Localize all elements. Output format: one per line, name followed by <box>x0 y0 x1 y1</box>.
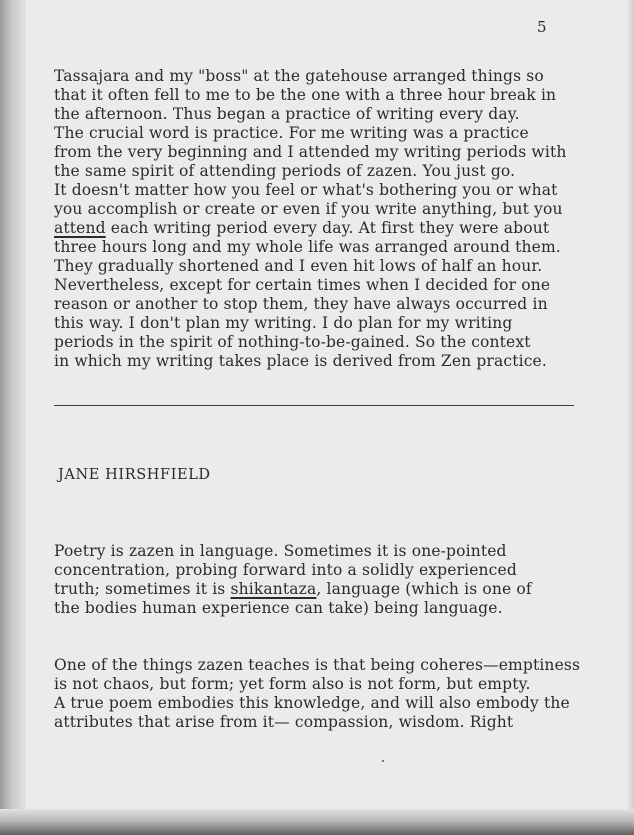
text-line: that it often fell to me to be the one with a three hour break in <box>54 86 557 104</box>
text-line: the afternoon. Thus began a practice of writing every day. <box>54 105 520 123</box>
zazen-paragraph <box>54 656 594 732</box>
underlined-attend: attend <box>54 219 106 237</box>
text-line: the same spirit of attending periods of zazen. You just go. <box>54 162 516 180</box>
text-line: A true poem embodies this knowledge, and will also embody the <box>54 694 570 712</box>
text-line <box>54 580 594 599</box>
text-line: Tassajara and my "boss" at the gatehouse arranged things so <box>54 67 544 85</box>
text-line: One of the things zazen teaches is that being coheres—emptiness <box>54 656 581 674</box>
text-line: attributes that arise from it— compassion, wisdom. Right <box>54 713 514 731</box>
text-line: reason or another to stop them, they have always occurred in <box>54 295 548 313</box>
practice-paragraph <box>54 67 594 371</box>
text-line: is not chaos, but form; yet form also is not form, but empty. <box>54 675 531 693</box>
page-right-edge <box>628 0 634 835</box>
text-line: They gradually shortened and I even hit lows of half an hour. <box>54 257 543 275</box>
text-line: The crucial word is practice. For me writing was a practice <box>54 124 529 142</box>
text-line <box>54 219 594 238</box>
text-line: the bodies human experience can take) being language. <box>54 599 503 617</box>
page-bottom-edge <box>0 809 634 835</box>
text-line: It doesn't matter how you feel or what's bothering you or what <box>54 181 558 199</box>
text-line: periods in the spirit of nothing-to-be-gained. So the context <box>54 333 531 351</box>
book-binding-shadow <box>0 0 26 835</box>
text-fragment: , language (which is one of <box>316 580 532 598</box>
text-line: Nevertheless, except for certain times when I decided for one <box>54 276 551 294</box>
text-line: concentration, probing forward into a solidly experienced <box>54 561 517 579</box>
poetry-paragraph <box>54 542 594 618</box>
text-line: this way. I don't plan my writing. I do plan for my writing <box>54 314 513 332</box>
underlined-shikantaza: shikantaza <box>230 580 317 598</box>
page-number: 5 <box>537 18 547 36</box>
text-line: three hours long and my whole life was arranged around them. <box>54 238 561 256</box>
ink-speck <box>382 760 384 762</box>
author-heading: JANE HIRSHFIELD <box>58 467 211 483</box>
text-line: in which my writing takes place is derived from Zen practice. <box>54 352 547 370</box>
text-line-rest: each writing period every day. At first they were about <box>110 219 550 237</box>
text-fragment: truth; sometimes it is <box>54 580 231 598</box>
section-divider <box>54 405 574 406</box>
text-line: from the very beginning and I attended my writing periods with <box>54 143 567 161</box>
text-line: Poetry is zazen in language. Sometimes it is one-pointed <box>54 542 507 560</box>
text-line: you accomplish or create or even if you write anything, but you <box>54 200 563 218</box>
